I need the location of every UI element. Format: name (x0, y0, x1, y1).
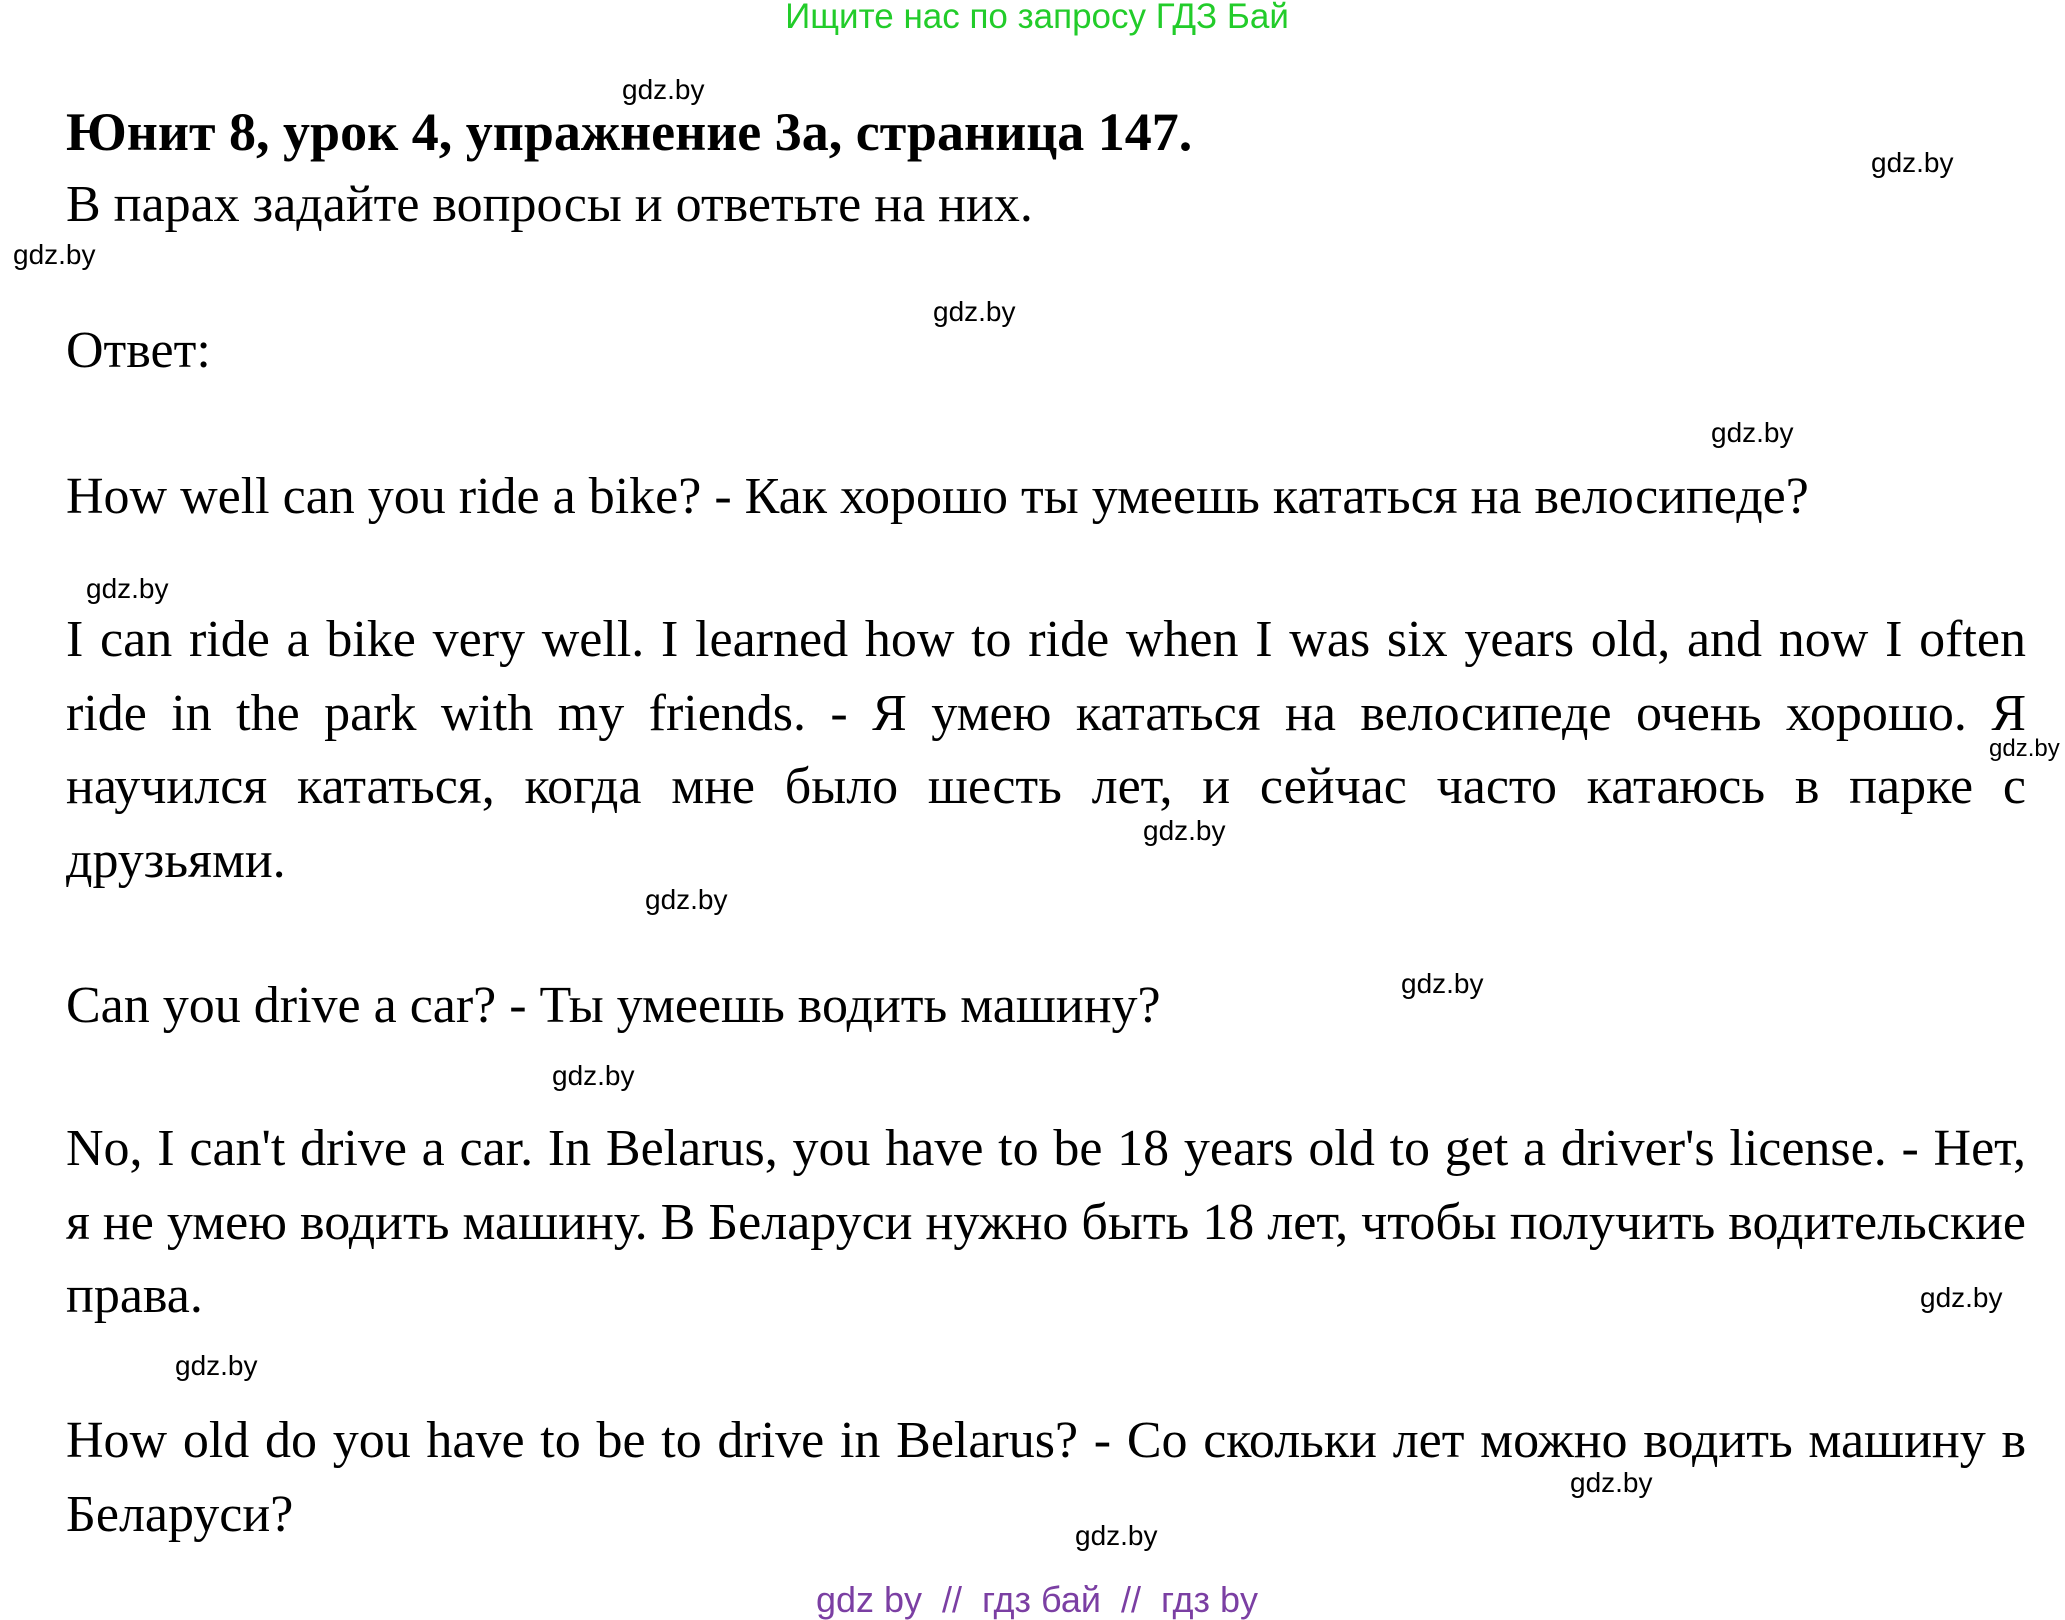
search-banner: Ищите нас по запросу ГДЗ Бай (785, 0, 1289, 36)
instruction: В парах задайте вопросы и ответьте на них. (66, 176, 1033, 233)
answer-label: Ответ: (66, 322, 211, 379)
watermark: gdz.by (175, 1350, 258, 1381)
watermark: gdz.by (1871, 147, 1954, 178)
watermark: gdz.by (13, 239, 96, 270)
footer-links: gdz by // гдз бай // гдз by (815, 1579, 1259, 1620)
watermark: gdz.by (933, 296, 1016, 327)
watermark: gdz.by (1989, 735, 2060, 762)
watermark: gdz.by (1143, 815, 1226, 846)
question-2: Can you drive a car? - Ты умеешь водить машину? (66, 977, 1161, 1034)
watermark: gdz.by (1075, 1520, 1158, 1551)
question-1: How well can you ride a bike? - Как хорошо ты умеешь кататься на велосипеде? (66, 468, 1809, 525)
watermark: gdz.by (1401, 968, 1484, 999)
watermark: gdz.by (1711, 417, 1794, 448)
watermark: gdz.by (86, 573, 169, 604)
watermark: gdz.by (552, 1060, 635, 1091)
answer-2: No, I can't drive a car. In Belarus, you have to be 18 years old to get a driver's license. - Нет, я не умею водить машину. В Беларуси нужно быть 18 лет, чтобы получить водительские права. (66, 1120, 2026, 1324)
watermark: gdz.by (1920, 1282, 2003, 1313)
page-title: Юнит 8, урок 4, упражнение 3а, страница 147. (66, 102, 1193, 162)
question-3: How old do you have to be to drive in Belarus? - Со скольки лет можно водить машину в Беларуси? (66, 1412, 2026, 1543)
watermark: gdz.by (645, 884, 728, 915)
watermark: gdz.by (622, 74, 705, 105)
answer-1: I can ride a bike very well. I learned how to ride when I was six years old, and now I often ride in the park with my friends. - Я умею кататься на велосипеде очень хорошо. Я научился кататься, когда мне было шесть лет, и сейчас часто катаюсь в парке с друзьями. (66, 611, 2026, 889)
watermark: gdz.by (1570, 1467, 1653, 1498)
